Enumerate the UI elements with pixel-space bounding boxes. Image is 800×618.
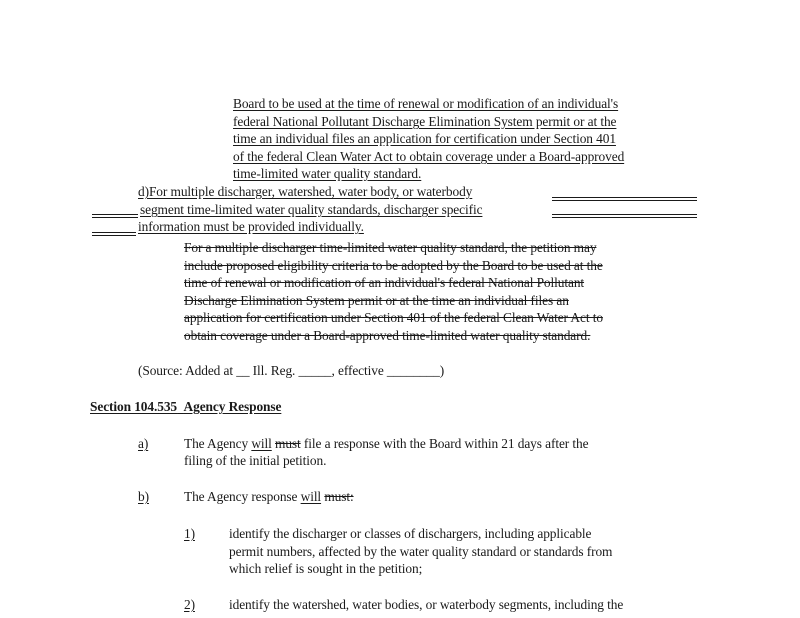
block1-line-5: time-limited water quality standard. bbox=[233, 166, 422, 181]
item-a-text-post: file a response with the Board within 21 days after the bbox=[300, 436, 589, 451]
struck-line-2: include proposed eligibility criteria to be adopted by the Board to be used at the bbox=[184, 258, 603, 273]
struck-line-1: For a multiple discharger time-limited water quality standard, the petition may bbox=[184, 240, 597, 255]
struck-line-3: time of renewal or modification of an individual's federal National Pollutant bbox=[184, 275, 585, 290]
section-title: Agency Response bbox=[183, 399, 282, 414]
para-d-line-1: d)For multiple discharger, watershed, water body, or waterbody bbox=[138, 184, 473, 199]
item-a-label: a) bbox=[138, 436, 149, 451]
item-b-text-pre: The Agency response bbox=[184, 489, 301, 504]
item-b-inserted: will bbox=[300, 489, 322, 504]
para-d-rule-2-right bbox=[552, 214, 697, 218]
item-a-line-2: filing of the initial petition. bbox=[184, 453, 327, 468]
item-b-label: b) bbox=[138, 489, 149, 504]
block1-line-3: time an individual files an application for certification under Section 401 bbox=[233, 131, 616, 146]
block1-line-1: Board to be used at the time of renewal or modification of an individual's bbox=[233, 96, 619, 111]
para-d-rule-3-left bbox=[92, 232, 136, 236]
item-a-inserted: will bbox=[251, 436, 272, 451]
item-b-line bbox=[184, 488, 354, 505]
item-a-line-1 bbox=[184, 435, 588, 452]
item-2-label: 2) bbox=[184, 597, 195, 612]
para-d-line-3: information must be provided individually. bbox=[138, 219, 364, 234]
source-note: (Source: Added at __ Ill. Reg. _____, effective ________) bbox=[138, 363, 445, 378]
para-d-rule-1 bbox=[552, 197, 697, 201]
struck-line-4: Discharge Elimination System permit or at the time an individual files an bbox=[184, 293, 569, 308]
para-d-line-2: segment time-limited water quality standards, discharger specific bbox=[140, 202, 483, 217]
item-1-line-1: identify the discharger or classes of dischargers, including applicable bbox=[229, 526, 592, 541]
item-1-line-2: permit numbers, affected by the water quality standard or standards from bbox=[229, 544, 613, 559]
struck-line-6: obtain coverage under a Board-approved time-limited water quality standard. bbox=[184, 328, 591, 343]
block1-line-4: of the federal Clean Water Act to obtain coverage under a Board-approved bbox=[233, 149, 625, 164]
section-number: Section 104.535 bbox=[90, 399, 178, 414]
item-1-label: 1) bbox=[184, 526, 195, 541]
item-a-text-pre: The Agency bbox=[184, 436, 252, 451]
block1-line-2: federal National Pollutant Discharge Elimination System permit or at the bbox=[233, 114, 617, 129]
item-1-line-3: which relief is sought in the petition; bbox=[229, 561, 423, 576]
item-a-deleted: must bbox=[275, 436, 301, 451]
section-heading bbox=[90, 398, 281, 415]
para-d-rule-2-left bbox=[92, 214, 138, 218]
item-b-deleted: must: bbox=[324, 489, 354, 504]
item-2-line-1: identify the watershed, water bodies, or waterbody segments, including the bbox=[229, 597, 624, 612]
struck-line-5: application for certification under Section 401 of the federal Clean Water Act to bbox=[184, 310, 603, 325]
